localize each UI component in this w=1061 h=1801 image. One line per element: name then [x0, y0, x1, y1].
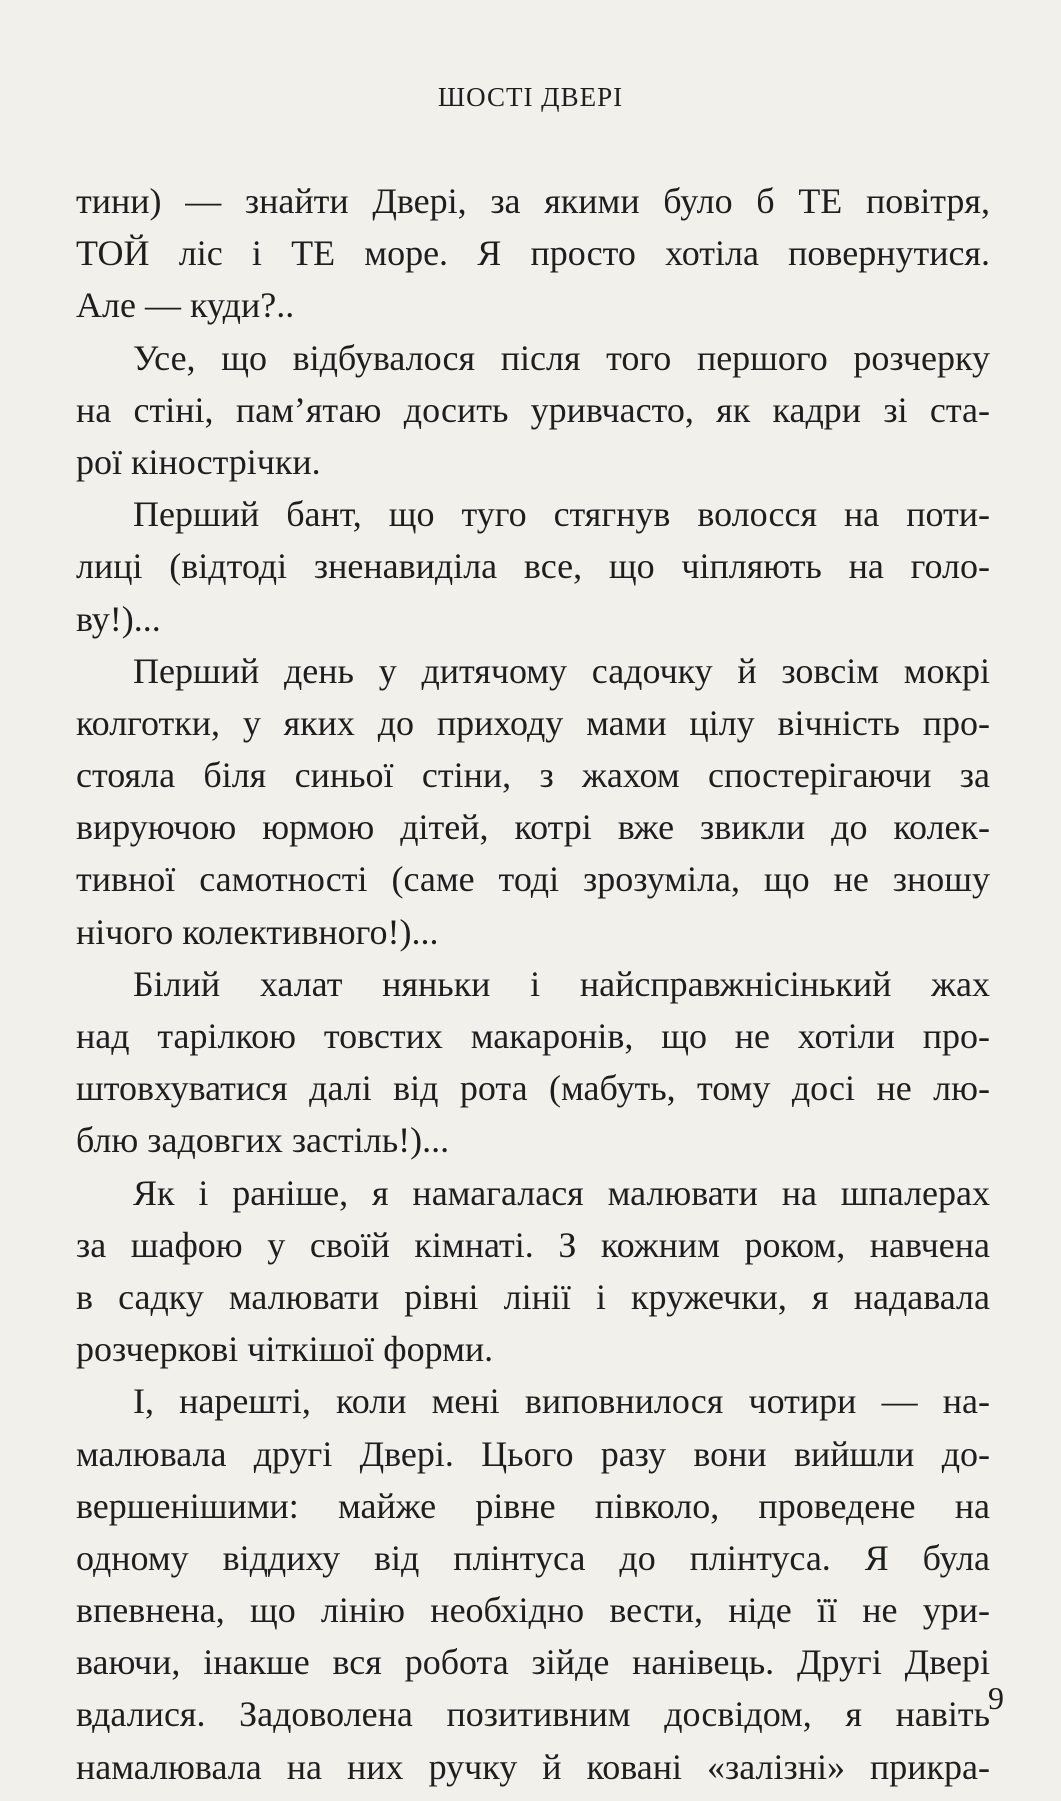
text-line: розчеркові чіткішої форми.: [76, 1329, 494, 1370]
text-line: за шафою у своїй кімнаті. З кожним роком, навчена: [76, 1224, 990, 1265]
text-line: вируючою юрмою дітей, котрі вже звикли до колек-: [76, 807, 990, 848]
text-line: колготки, у яких до приходу мами цілу вічність про-: [76, 702, 990, 743]
text-line: лиці (відтоді зненавиділа все, що чіпляють на голо-: [76, 546, 990, 587]
text-line: Перший бант, що туго стягнув волосся на поти-: [133, 494, 990, 535]
text-line: рої кінострічки.: [76, 441, 321, 482]
text-line: ваючи, інакше вся робота зійде нанівець. Другі Двері: [76, 1642, 990, 1683]
text-line: тивної самотності (саме тоді зрозуміла, що не зношу: [76, 859, 990, 900]
text-line: ву!)...: [76, 598, 161, 639]
text-line: тини) — знайти Двері, за якими було б ТЕ повітря,: [76, 181, 990, 221]
text-line: Усе, що відбувалося після того першого розчерку: [133, 337, 990, 378]
body-text: [76, 175, 990, 1793]
text-line: на стіні, пам’ятаю досить уривчасто, як кадри зі ста-: [76, 389, 990, 430]
running-head: ШОСТІ ДВЕРІ: [437, 82, 624, 112]
text-line: вдалися. Задоволена позитивним досвідом, я навіть: [76, 1694, 990, 1735]
text-line: нічого колективного!)...: [76, 911, 439, 952]
page-number: 9: [988, 1680, 1004, 1716]
text-line: Але — куди?..: [76, 285, 295, 326]
text-line: вершенішими: майже рівне півколо, проведене на: [76, 1485, 990, 1526]
text-line: блю задовгих застіль!)...: [76, 1120, 450, 1161]
text-line: І, нарешті, коли мені виповнилося чотири — на-: [133, 1381, 990, 1422]
text-line: Перший день у дитячому садочку й зовсім мокрі: [133, 650, 990, 691]
text-line: штовхуватися далі від рота (мабуть, тому досі не лю-: [76, 1068, 990, 1109]
text-line: Як і раніше, я намагалася малювати на шпалерах: [133, 1172, 990, 1213]
text-line: одному віддиху від плінтуса до плінтуса. Я була: [76, 1537, 990, 1578]
text-line: ТОЙ ліс і ТЕ море. Я просто хотіла повернутися.: [76, 233, 990, 274]
text-line: стояла біля синьої стіни, з жахом спостерігаючи за: [76, 755, 990, 796]
text-line: намалювала на них ручку й ковані «залізні» прикра-: [76, 1746, 990, 1787]
text-line: впевнена, що лінію необхідно вести, ніде її не ури-: [76, 1590, 990, 1631]
text-line: малювала другі Двері. Цього разу вони вийшли до-: [76, 1433, 990, 1474]
text-line: в садку малювати рівні лінії і кружечки, я надавала: [76, 1276, 990, 1317]
text-line: Білий халат няньки і найсправжнісінький жах: [133, 963, 990, 1004]
text-line: над тарілкою товстих макаронів, що не хотіли про-: [76, 1016, 990, 1056]
